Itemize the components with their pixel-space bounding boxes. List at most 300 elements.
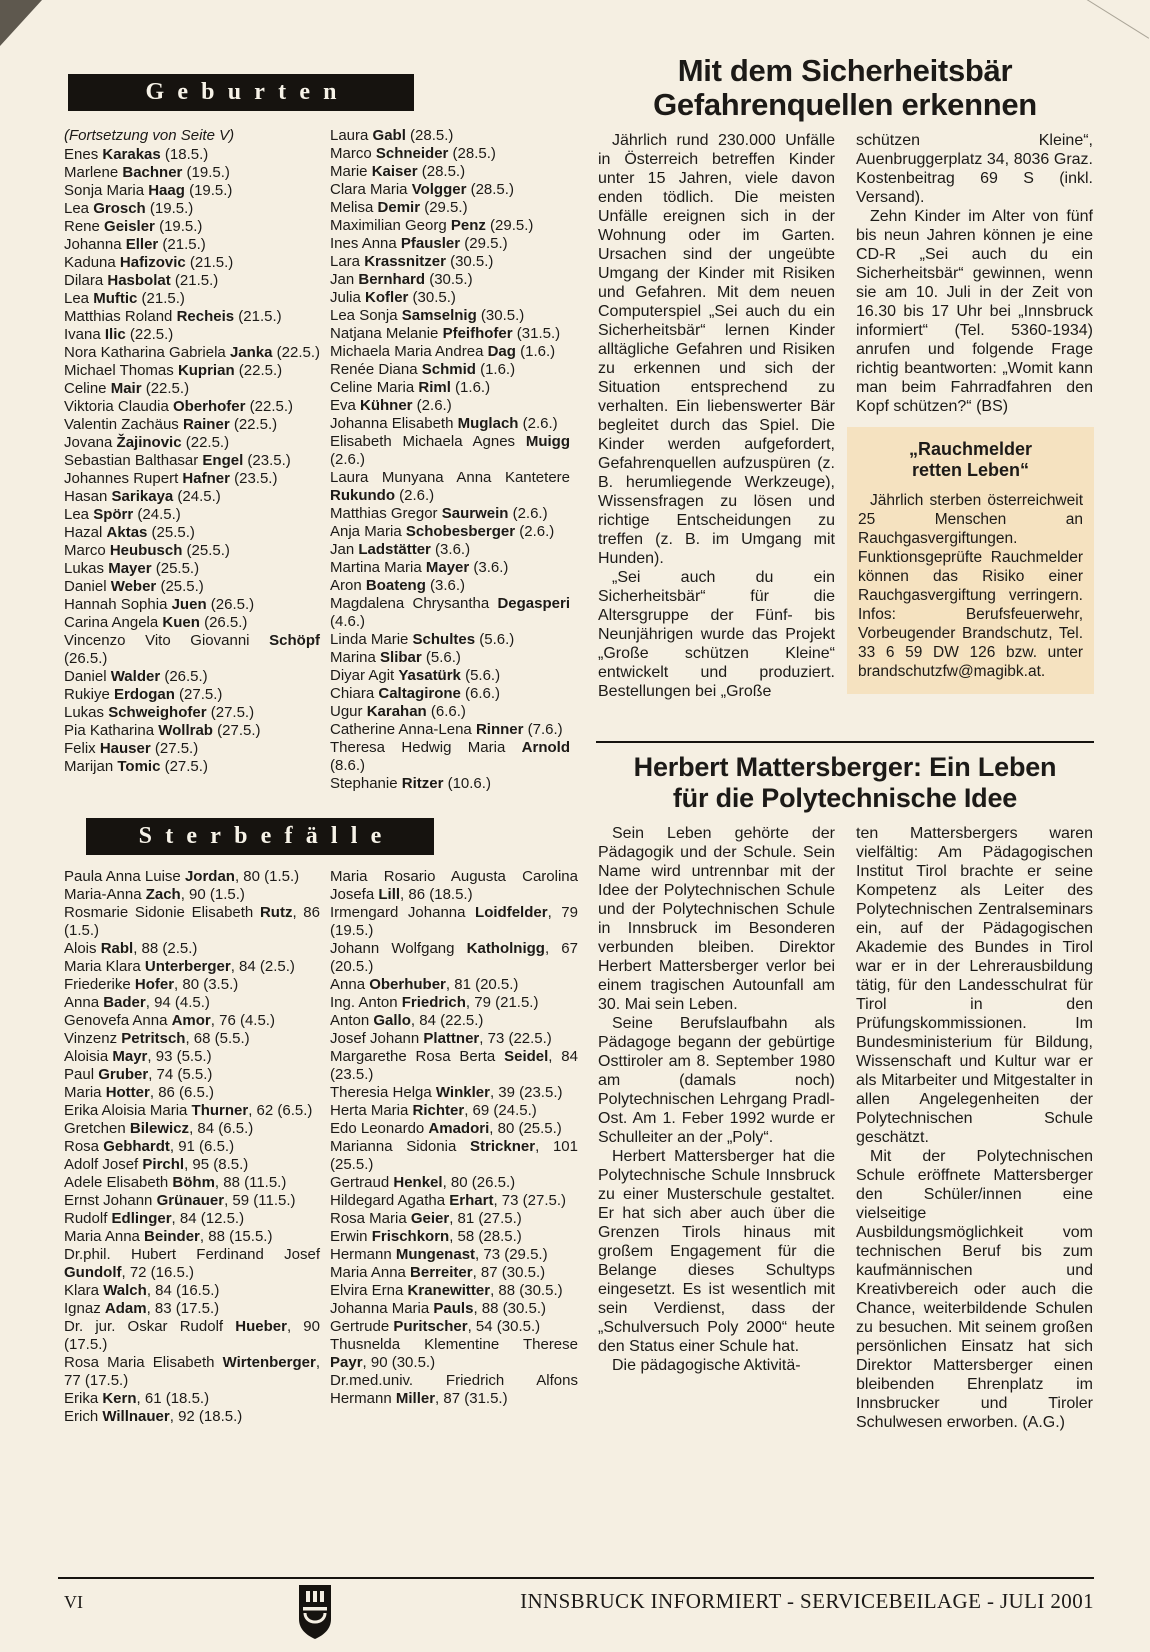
person-entry [64,958,320,976]
given-names: Klara [64,1282,104,1299]
surname: Gundolf [64,1264,122,1281]
paragraph: Die pädagogische Aktivitä- [612,1357,801,1374]
person-entry [64,868,320,886]
person-entry [330,1048,578,1084]
surname: Haag [148,182,185,199]
surname: Arnold [521,739,570,756]
surname: Pauls [433,1300,474,1317]
surname: Willnauer [102,1408,170,1425]
given-names: Matthias Roland [64,308,177,325]
entry-date: (2.6.) [508,505,548,522]
surname: Muftic [93,290,138,307]
surname: Degasperi [497,595,570,612]
surname: Kern [102,1390,137,1407]
entry-date: , 88 (15.5.) [199,1228,273,1245]
entry-date: (6.6.) [460,685,501,702]
surname: Böhm [172,1174,215,1191]
person-entry [330,1300,578,1318]
entry-date: (29.5.) [460,235,508,252]
person-entry [330,217,570,235]
surname: Schweighofer [108,704,207,721]
entry-date: (27.5.) [150,740,199,757]
entry-date: (2.6.) [330,451,366,468]
entry-date: , 101 (25.5.) [330,1138,578,1173]
article-mattersberger-title-line2: für die Polytechnische Idee [672,783,1018,813]
given-names: Renée Diana [330,361,422,378]
surname: Volgger [411,181,467,198]
paragraph: Mit der Polytechnischen Schule eröffnete Mattersberger den Schüler/innen eine vielseitige Ausbildungsmöglichkeit vom technischen Beruf bis zum kaufmännischen und Kreativbereich oder auch die Chance, weiterbildende Schulen zu besuchen. Mit seinem großen persönlichen Einsatz hat sich Direktor Mattersberger einen bleibenden Ehrenplatz im Innsbrucker und Tiroler Schulwesen erworben. (A.G.) [856,1148,1093,1431]
given-names: Vinzenz [64,1030,122,1047]
surname: Rukundo [330,487,395,504]
entry-date: , 90 (1.5.) [180,886,245,903]
births-column-1 [64,146,320,776]
given-names: Pia Katharina [64,722,159,739]
given-names: Adolf Josef [64,1156,143,1173]
person-entry [330,904,578,940]
given-names: Hazal [64,524,107,541]
entry-date: , 54 (30.5.) [467,1318,541,1335]
given-names: Edo Leonardo [330,1120,429,1137]
given-names: Paula Anna Luise [64,868,185,885]
given-names: Dr.phil. Hubert Ferdinand Josef [64,1246,320,1263]
surname: Richter [412,1102,465,1119]
person-entry [64,200,320,218]
surname: Kühner [360,397,413,414]
entry-date: (25.5.) [151,560,200,577]
entry-date: (18.5.) [160,146,209,163]
entry-date: (7.6.) [523,721,563,738]
surname: Aktas [106,524,148,541]
given-names: Gertraud [330,1174,394,1191]
given-names: Laura [330,127,373,144]
given-names: Anja Maria [330,523,406,540]
entry-date: (21.5.) [234,308,282,325]
given-names: Erwin [330,1228,372,1245]
entry-date: , 86 (18.5.) [400,886,473,903]
surname: Gebhardt [103,1138,170,1155]
article-mattersberger-column-2 [856,824,1093,1432]
person-entry [330,577,570,595]
surname: Mayer [108,560,152,577]
smoke-detector-info-box [847,427,1094,694]
person-entry [330,199,570,217]
person-entry [64,1192,320,1210]
given-names: Viktoria Claudia [64,398,173,415]
entry-date: (21.5.) [170,272,219,289]
entry-date: (21.5.) [158,236,206,253]
person-entry [330,1282,578,1300]
given-names: Genovefa Anna [64,1012,172,1029]
person-entry [330,994,578,1012]
entry-date: , 93 (5.5.) [147,1048,212,1065]
person-entry [330,739,570,775]
person-entry [64,344,320,362]
given-names: Irmengard Johanna [330,904,476,921]
entry-date: , 39 (23.5.) [489,1084,563,1101]
entry-date: (30.5.) [425,271,473,288]
person-entry [64,1228,320,1246]
surname: Rabl [100,940,134,957]
given-names: Marianna Sidonia [330,1138,471,1155]
person-entry [330,1264,578,1282]
entry-date: , 80 (26.5.) [442,1174,516,1191]
entry-date: , 79 (19.5.) [330,904,578,939]
person-entry [330,1174,578,1192]
surname: Kuen [162,614,200,631]
given-names: Johanna Elisabeth [330,415,458,432]
paragraph: ten Mattersbergers waren vielfältig: Am Pädagogischen Institut Tirol brachte er seine Kompetenz als Leiter des Polytechnischen Zentralseminars ein, auf der Pädagogischen Akademie des Bundes in Tirol war er in der Lehrerausbildung tätig, für den Landesschulrat für Tirol in den Prüfungskommissionen. Im Bundesministerium für Bildung, Wissenschaft und Kultur war er als Mitarbeiter und Mitgestalter in allen Angelegenheiten der Polytechnischen Schule geschätzt. [856,825,1093,1146]
given-names: Elvira Erna [330,1282,408,1299]
person-entry [64,886,320,904]
entry-date: (6.6.) [426,703,466,720]
entry-date: (28.5.) [417,163,466,180]
given-names: Ernst Johann [64,1192,157,1209]
given-names: Kaduna [64,254,120,271]
entry-date: (28.5.) [448,145,496,162]
given-names: Josef Johann [330,1030,424,1047]
surname: Slibar [380,649,422,666]
entry-date: (5.6.) [460,667,501,684]
surname: Žajinovic [116,434,182,451]
given-names: Paul [64,1066,99,1083]
person-entry [64,686,320,704]
person-entry [64,1300,320,1318]
surname: Gabl [372,127,406,144]
surname: Karakas [102,146,161,163]
person-entry [64,740,320,758]
surname: Kranewitter [407,1282,491,1299]
deaths-column-1 [64,868,320,1426]
person-entry [64,1390,320,1408]
given-names: Nora Katharina Gabriela [64,344,230,361]
surname: Unterberger [144,958,231,975]
entry-date: (28.5.) [405,127,454,144]
person-entry [64,1354,320,1390]
person-entry [64,488,320,506]
person-entry [64,398,320,416]
article-safety-bear-title-line1: Mit dem Sicherheitsbär [677,53,1013,88]
person-entry [330,1210,578,1228]
entry-date: , 58 (28.5.) [449,1228,522,1245]
given-names: Theresia Helga [330,1084,436,1101]
surname: Yasatürk [398,667,461,684]
entry-date: (30.5.) [408,289,456,306]
person-entry [330,505,570,523]
given-names: Julia [330,289,366,306]
given-names: Stephanie [330,775,402,792]
entry-date: (21.5.) [185,254,234,271]
given-names: Johanna Maria [330,1300,434,1317]
surname: Gruber [98,1066,149,1083]
surname: Juen [171,596,207,613]
person-entry [64,164,320,182]
article-divider-rule [596,741,1094,743]
article-mattersberger-title-line1: Herbert Mattersberger: Ein Leben [633,752,1057,782]
surname: Winkler [435,1084,490,1101]
person-entry [330,379,570,397]
surname: Krassnitzer [364,253,446,270]
person-entry [330,145,570,163]
given-names: Michaela Maria Andrea [330,343,488,360]
person-entry [330,325,570,343]
given-names: Gretchen [64,1120,130,1137]
given-names: Sebastian Balthasar [64,452,203,469]
surname: Caltagirone [378,685,461,702]
entry-date: (29.5.) [485,217,534,234]
entry-date: , 79 (21.5.) [465,994,539,1011]
entry-date: , 88 (30.5.) [490,1282,563,1299]
entry-date: (10.6.) [443,775,491,792]
person-entry [330,469,570,505]
entry-date: (30.5.) [445,253,494,270]
person-entry [64,1120,320,1138]
surname: Heubusch [109,542,183,559]
births-section-title: Geburten [145,79,350,105]
surname: Demir [377,199,421,216]
given-names: Marina [330,649,381,666]
entry-date: (28.5.) [466,181,514,198]
person-entry [330,721,570,739]
entry-date: (22.5.) [125,326,174,343]
given-names: Diyar Agit [330,667,399,684]
entry-date: (19.5.) [154,218,203,235]
person-entry [64,434,320,452]
entry-date: (1.6.) [450,379,491,396]
person-entry [64,1048,320,1066]
entry-date: (1.6.) [515,343,556,360]
given-names: Adele Elisabeth [64,1174,173,1191]
surname: Schobesberger [405,523,516,540]
person-entry [330,1030,578,1048]
surname: Erhart [449,1192,494,1209]
surname: Bachner [122,164,183,181]
given-names: Daniel [64,578,111,595]
given-names: Erika [64,1390,103,1407]
person-entry [330,235,570,253]
entry-date: , 81 (20.5.) [445,976,519,993]
surname: Schneider [375,145,449,162]
entry-date: , 88 (30.5.) [473,1300,546,1317]
person-entry [64,704,320,722]
given-names: Gertrude [330,1318,394,1335]
entry-date: , 73 (29.5.) [475,1246,548,1263]
entry-date: (26.5.) [64,650,108,667]
surname: Oberhuber [369,976,446,993]
deaths-column-2 [330,868,578,1408]
person-entry [64,272,320,290]
surname: Schmid [421,361,476,378]
given-names: Ing. Anton [330,994,402,1011]
entry-date: (5.6.) [421,649,461,666]
smoke-box-title-line1: „Rauchmelder [908,439,1033,459]
entry-date: (2.6.) [395,487,435,504]
person-entry [64,236,320,254]
surname: Engel [202,452,244,469]
person-entry [64,380,320,398]
given-names: Maria Klara [64,958,145,975]
entry-date: (30.5.) [476,307,525,324]
surname: Tomic [117,758,161,775]
person-entry [64,470,320,488]
given-names: Sonja Maria [64,182,149,199]
entry-date: , 86 (1.5.) [64,904,320,939]
entry-date: (27.5.) [206,704,255,721]
given-names: Marco [64,542,110,559]
innsbruck-crest-icon [296,1583,334,1646]
person-entry [330,181,570,199]
person-entry [330,271,570,289]
person-entry [64,668,320,686]
paragraph: Seine Berufslaufbahn als Pädagoge begann der gebürtige Osttiroler am 8. September 1980 am (damals noch) Polytechnischen Lehrgang Pradl-Ost. Am 1. Feber 1992 wurde er Schulleiter an der „Poly“. [598,1015,835,1146]
person-entry [64,1174,320,1192]
surname: Saurwein [441,505,509,522]
person-entry [64,994,320,1012]
person-entry [64,290,320,308]
entry-date: (19.5.) [182,164,230,181]
surname: Miller [395,1390,436,1407]
given-names: Aloisia [64,1048,113,1065]
surname: Pirchl [142,1156,185,1173]
entry-date: , 87 (30.5.) [472,1264,546,1281]
given-names: Johannes Rupert [64,470,183,487]
surname: Friedrich [401,994,466,1011]
given-names: Linda Marie [330,631,413,648]
surname: Wollrab [158,722,213,739]
given-names: Herta Maria [330,1102,413,1119]
surname: Muglach [457,415,519,432]
entry-date: , 88 (11.5.) [214,1174,287,1191]
given-names: Rene [64,218,105,235]
footer-page-number: VI [64,1592,83,1612]
person-entry [330,397,570,415]
person-entry [64,542,320,560]
scan-artifact-top-right [1047,0,1149,39]
footer-rule [58,1577,1094,1579]
given-names: Erich [64,1408,103,1425]
entry-date: , 83 (17.5.) [146,1300,220,1317]
article-mattersberger-title [596,752,1094,814]
article-mattersberger-column-1 [598,824,835,1375]
given-names: Maria Anna [330,1264,411,1281]
surname: Katholnigg [466,940,545,957]
paragraph: Zehn Kinder im Alter von fünf bis neun Jahren können je eine CD-R „Sei auch du ein Sicherheitsbär“ gewinnen, wenn sie am 10. Juli in der Zeit von 16.30 bis 17 Uhr bei „Innsbruck informiert“ (Tel. 5360-1934) anrufen und folgende Frage richtig beantworten: „Womit kann man beim Fahrradfahren den Kopf schützen?“ (BS) [856,208,1093,415]
given-names: Anton [330,1012,374,1029]
person-entry [64,1066,320,1084]
surname: Samselnig [401,307,477,324]
surname: Grünauer [156,1192,225,1209]
paragraph: „Sei auch du ein Sicherheitsbär“ für die Altersgruppe der Fünf- bis Neunjährigen wurde das Projekt „Große schützen Kleine“ entwickelt und produziert. Bestellungen bei „Große [598,569,835,700]
entry-date: , 84 (12.5.) [171,1210,245,1227]
given-names: Dr. jur. Oskar Rudolf [64,1318,236,1335]
surname: Sarikaya [111,488,174,505]
given-names: Hasan [64,488,112,505]
surname: Hueber [235,1318,287,1335]
entry-date: (23.5.) [243,452,291,469]
person-entry [64,326,320,344]
births-continuation-note: (Fortsetzung von Seite V) [64,127,235,144]
entry-date: , 84 (2.5.) [230,958,295,975]
entry-date: , 80 (25.5.) [489,1120,562,1137]
person-entry [64,1408,320,1426]
surname: Amadori [428,1120,490,1137]
person-entry [330,1138,578,1174]
entry-date: , 68 (5.5.) [185,1030,250,1047]
surname: Ritzer [401,775,444,792]
surname: Mayr [112,1048,148,1065]
given-names: Rosmarie Sidonie Elisabeth [64,904,260,921]
person-entry [330,1084,578,1102]
given-names: Marie [330,163,372,180]
surname: Erdogan [114,686,175,703]
person-entry [64,904,320,940]
surname: Spörr [93,506,134,523]
entry-date: , 87 (31.5.) [435,1390,508,1407]
person-entry [330,253,570,271]
given-names: Hannah Sophia [64,596,172,613]
births-section-header [68,74,414,111]
given-names: Lea Sonja [330,307,402,324]
person-entry [330,685,570,703]
person-entry [330,361,570,379]
person-entry [64,506,320,524]
entry-date: , 88 (2.5.) [133,940,198,957]
given-names: Rosa [64,1138,104,1155]
surname: Schöpf [269,632,320,649]
entry-date: , 94 (4.5.) [145,994,210,1011]
person-entry [64,578,320,596]
entry-date: (24.5.) [173,488,221,505]
given-names: Maria-Anna [64,886,146,903]
surname: Kuprian [177,362,235,379]
person-entry [64,1318,320,1354]
person-entry [330,940,578,976]
deaths-section-header [86,818,434,855]
person-entry [64,1012,320,1030]
person-entry [330,667,570,685]
given-names: Marlene [64,164,123,181]
person-entry [64,758,320,776]
entry-date: , 91 (6.5.) [169,1138,235,1155]
surname: Muigg [525,433,570,450]
entry-date: (22.5.) [272,344,321,361]
surname: Hafizovic [119,254,186,271]
person-entry [64,614,320,632]
surname: Jordan [184,868,235,885]
surname: Hofer [134,976,175,993]
entry-date: , 62 (6.5.) [248,1102,313,1119]
person-entry [64,940,320,958]
entry-date: , 74 (5.5.) [148,1066,213,1083]
given-names: Anna [64,994,104,1011]
surname: Recheis [176,308,235,325]
entry-date: , 59 (11.5.) [224,1192,296,1209]
entry-date: (22.5.) [181,434,230,451]
article-safety-bear-title-line2: Gefahrenquellen erkennen [653,87,1037,122]
given-names: Martina Maria [330,559,426,576]
entry-date: (29.5.) [420,199,468,216]
given-names: Daniel [64,668,111,685]
given-names: Jan [330,541,359,558]
person-entry [64,218,320,236]
surname: Karahan [366,703,427,720]
entry-date: (27.5.) [160,758,208,775]
given-names: Rosa Maria [330,1210,411,1227]
surname: Weber [110,578,157,595]
given-names: Rudolf [64,1210,112,1227]
given-names: Alois [64,940,101,957]
person-entry [330,595,570,631]
given-names: Elisabeth Michaela Agnes [330,433,526,450]
